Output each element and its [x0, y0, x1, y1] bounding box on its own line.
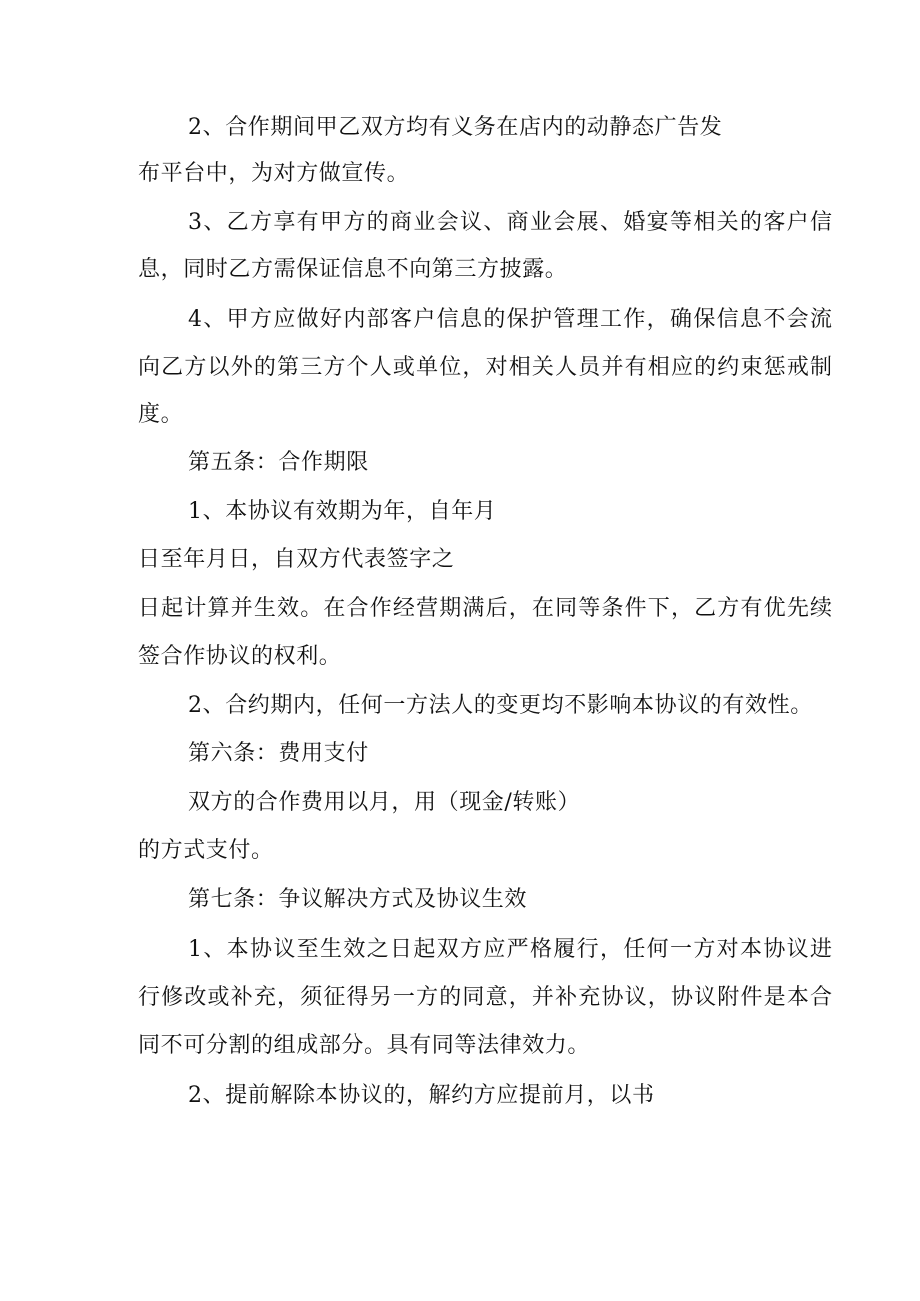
paragraph-line: 同不可分割的组成部分。具有同等法律效力。 [138, 1033, 591, 1058]
paragraph-line: 度。 [138, 402, 184, 427]
paragraph-line: 2、合作期间甲乙双方均有义务在店内的动静态广告发 [188, 115, 723, 140]
paragraph-line: 4、甲方应做好内部客户信息的保护管理工作，确保信息不会流 [188, 307, 832, 332]
paragraph-line: 签合作协议的权利。 [138, 644, 342, 669]
paragraph-line: 的方式支付。 [138, 838, 274, 863]
paragraph-line: 2、提前解除本协议的，解约方应提前月，以书 [188, 1083, 655, 1108]
section-heading: 第五条：合作期限 [188, 450, 369, 475]
paragraph-line: 日起计算并生效。在合作经营期满后，在同等条件下，乙方有优先续 [138, 596, 832, 621]
section-heading: 第七条：争议解决方式及协议生效 [188, 887, 528, 912]
paragraph-line: 息，同时乙方需保证信息不向第三方披露。 [138, 257, 568, 282]
section-heading: 第六条：费用支付 [188, 741, 369, 766]
paragraph-line: 双方的合作费用以月，用（现金/转账） [188, 790, 581, 815]
paragraph-line: 行修改或补充，须征得另一方的同意，并补充协议，协议附件是本合 [138, 985, 832, 1010]
paragraph-line: 日至年月日，自双方代表签字之 [138, 547, 455, 572]
paragraph-line: 1、本协议有效期为年，自年月 [188, 499, 497, 524]
paragraph-line: 2、合约期内，任何一方法人的变更均不影响本协议的有效性。 [188, 693, 813, 718]
paragraph-line: 1、本协议至生效之日起双方应严格履行，任何一方对本协议进 [188, 937, 832, 962]
paragraph-line: 布平台中，为对方做宣传。 [138, 161, 410, 186]
paragraph-line: 3、乙方享有甲方的商业会议、商业会展、婚宴等相关的客户信 [188, 210, 832, 235]
paragraph-line: 向乙方以外的第三方个人或单位，对相关人员并有相应的约束惩戒制 [138, 355, 832, 380]
